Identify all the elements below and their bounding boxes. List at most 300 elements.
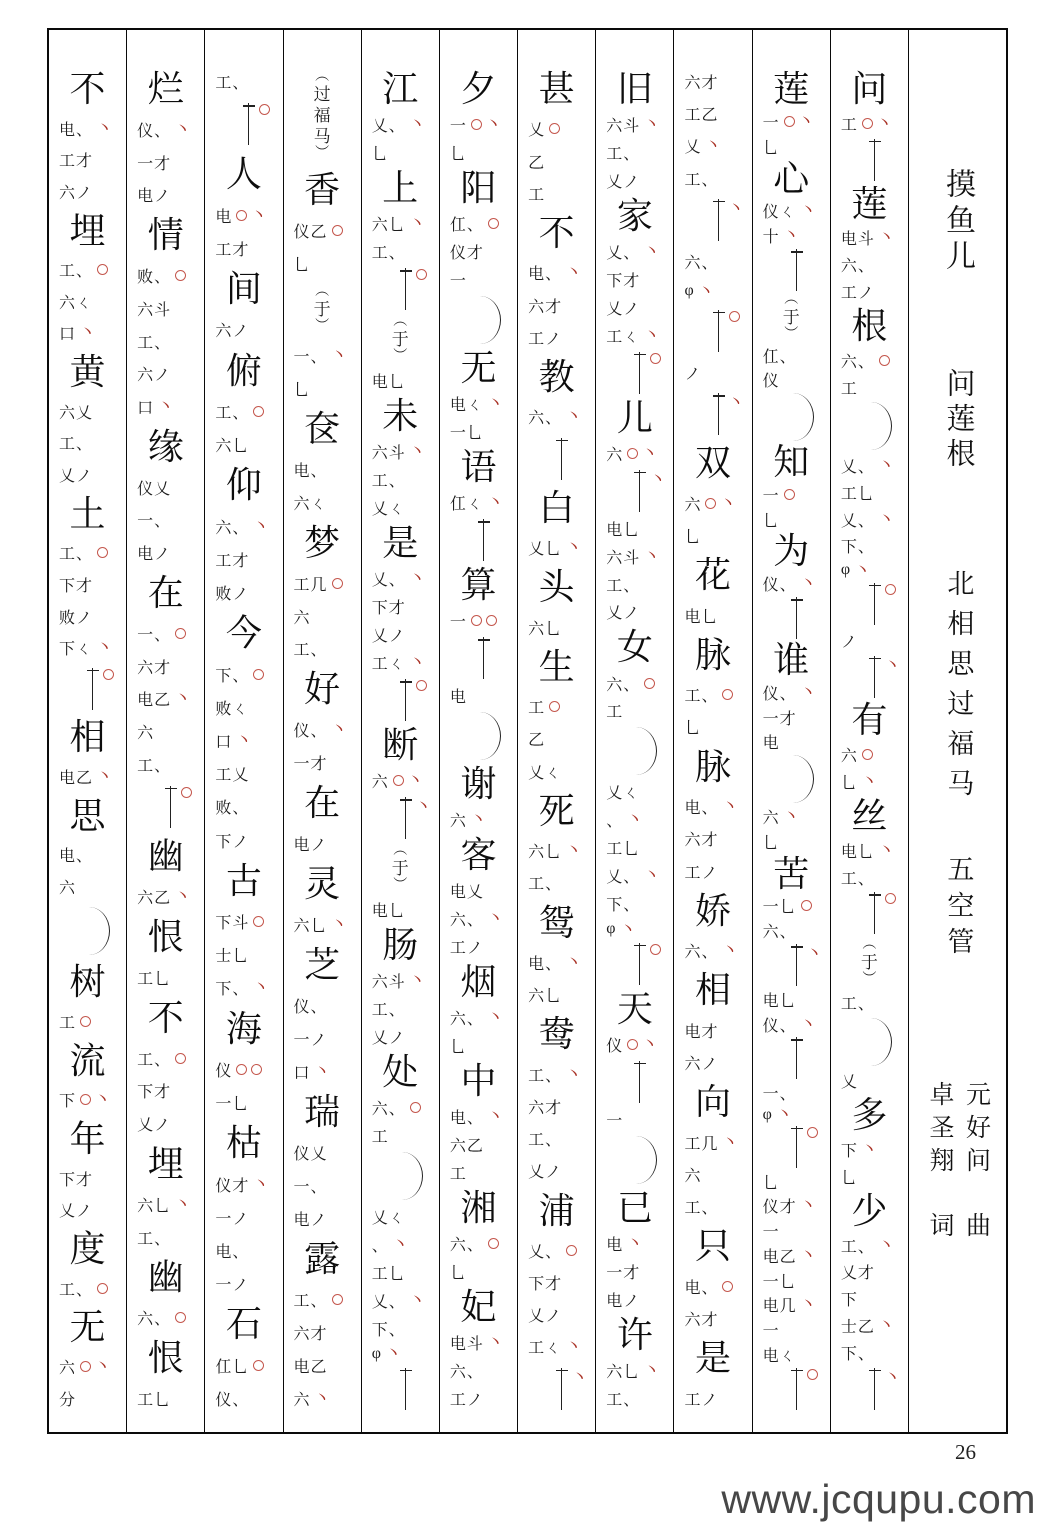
notation-group bbox=[518, 727, 595, 750]
liao-tick-mark: 丶 bbox=[860, 772, 878, 792]
stem-marks bbox=[881, 584, 896, 595]
notation-symbols: 一、 bbox=[137, 626, 172, 644]
lyric-char: 是 bbox=[695, 1338, 732, 1379]
notation-symbols: 六 bbox=[293, 1391, 311, 1409]
notation-group bbox=[205, 663, 282, 686]
liao-tick-mark: 丶 bbox=[626, 810, 644, 830]
notation-symbols: 电乙 bbox=[762, 1248, 797, 1266]
stem-marks bbox=[881, 893, 896, 904]
notation-symbols: 六、 bbox=[137, 1311, 172, 1329]
notation-symbols: 电乚 bbox=[606, 521, 641, 539]
liao-tick-mark: 丶 bbox=[877, 840, 895, 860]
notation-symbols: 工 bbox=[58, 1014, 76, 1032]
notation-group bbox=[596, 545, 673, 568]
notation-symbols: 乂ㄑ bbox=[528, 764, 563, 782]
notation-symbols: 工 bbox=[606, 704, 624, 722]
notation-group bbox=[440, 212, 517, 235]
notation-symbols: 六 bbox=[58, 880, 76, 897]
notation-symbols: 乂、 bbox=[606, 869, 641, 887]
notation-symbols: 工、 bbox=[58, 546, 93, 564]
notation-symbols: 电ㄑ bbox=[762, 1347, 797, 1365]
notation-group bbox=[596, 808, 673, 831]
notation-group bbox=[49, 290, 126, 313]
notation-group bbox=[49, 765, 126, 788]
score-column bbox=[753, 30, 831, 1432]
notation-symbols: 六、 bbox=[449, 1237, 484, 1255]
beat-circle-mark bbox=[253, 406, 264, 417]
notation-group bbox=[127, 508, 204, 531]
liao-tick-mark: 丶 bbox=[782, 806, 800, 826]
notation-symbols: 乂、 bbox=[371, 572, 406, 590]
liao-tick-mark: 丶 bbox=[619, 919, 637, 939]
notation-symbols: 下、 bbox=[215, 667, 250, 685]
notation-group bbox=[596, 1108, 673, 1131]
notation-group bbox=[518, 1239, 595, 1262]
credit-composer-column bbox=[926, 1081, 954, 1237]
notation-group bbox=[753, 681, 830, 704]
notation-group bbox=[49, 148, 126, 171]
notation-symbols: 乂 bbox=[528, 122, 546, 140]
liao-tick-mark: 丶 bbox=[408, 1291, 426, 1310]
lyric-char: 思 bbox=[69, 795, 106, 836]
notation-group bbox=[596, 1033, 673, 1056]
liao-tick-mark: 丶 bbox=[877, 1316, 895, 1335]
sustain-line bbox=[92, 668, 93, 710]
notation-symbols: 工ノ bbox=[528, 330, 563, 348]
notation-symbols: 工、 bbox=[606, 1391, 641, 1409]
notation-symbols: 工才 bbox=[58, 153, 93, 171]
notation-group bbox=[753, 1244, 830, 1267]
notation-group bbox=[440, 935, 517, 958]
notation-group bbox=[284, 637, 361, 660]
notation-group bbox=[518, 150, 595, 173]
notation-symbols: 工、 bbox=[528, 1132, 563, 1150]
notation-group bbox=[284, 1354, 361, 1377]
liao-tick-mark: 丶 bbox=[95, 767, 113, 787]
notation-group bbox=[753, 1013, 830, 1036]
lyric-char: 莲 bbox=[851, 183, 888, 224]
notation-group bbox=[205, 1354, 282, 1377]
notation-symbols: 工ノ bbox=[684, 864, 719, 882]
beat-circle-mark bbox=[410, 1102, 421, 1113]
notation-group bbox=[127, 1193, 204, 1216]
notation-group bbox=[831, 1287, 908, 1310]
notation-group bbox=[284, 1387, 361, 1410]
lyric-char: 不 bbox=[147, 997, 184, 1038]
notation-symbols: 六、 bbox=[762, 924, 797, 942]
notation-symbols: 六 bbox=[371, 774, 389, 792]
notation-symbols: 仪ㄑ bbox=[762, 204, 797, 222]
slur-arc bbox=[636, 727, 657, 775]
notation-symbols: 败、 bbox=[137, 269, 172, 287]
notation-symbols: 六乚 bbox=[606, 1363, 641, 1381]
sustain-line bbox=[639, 469, 667, 512]
notation-symbols: 分 bbox=[58, 1391, 76, 1409]
notation-symbols: 六 bbox=[606, 446, 624, 464]
lyric-char: 缘 bbox=[147, 426, 184, 467]
notation-symbols: 下、 bbox=[606, 897, 641, 915]
notation-group bbox=[49, 1088, 126, 1111]
lyric-char: 苦 bbox=[773, 853, 810, 894]
notation-group bbox=[440, 609, 517, 632]
notation-group bbox=[127, 1047, 204, 1070]
notation-symbols: 败ノ bbox=[215, 586, 250, 604]
notation-symbols: 六才 bbox=[684, 75, 719, 92]
notation-symbols: 工、 bbox=[840, 1238, 875, 1256]
notation-group bbox=[674, 860, 751, 883]
notation-symbols: 工才 bbox=[215, 241, 250, 259]
liao-tick-mark: 丶 bbox=[313, 1062, 331, 1082]
lyric-char: 已 bbox=[616, 1187, 653, 1228]
liao-tick-mark: 丶 bbox=[643, 866, 661, 886]
lyric-char: 脉 bbox=[695, 634, 732, 675]
notation-symbols: 六、 bbox=[840, 258, 875, 276]
notation-symbols: 、 bbox=[606, 813, 624, 831]
liao-tick-mark: 丶 bbox=[78, 323, 96, 343]
notation-symbols: 乚 bbox=[684, 720, 702, 738]
notation-group bbox=[518, 1335, 595, 1358]
beat-circle-mark bbox=[566, 1245, 577, 1256]
notation-symbols: 乚 bbox=[840, 1169, 858, 1187]
notation-symbols: 工、 bbox=[371, 1002, 406, 1020]
notation-group bbox=[596, 1260, 673, 1283]
lyric-char: 少 bbox=[851, 1190, 888, 1231]
notation-symbols: 仪乙 bbox=[293, 224, 328, 241]
notation-symbols: 乂ノ bbox=[58, 1203, 93, 1221]
notation-group bbox=[205, 1239, 282, 1262]
notation-symbols: 六、 bbox=[684, 944, 719, 962]
sustain-line bbox=[483, 637, 484, 679]
lyric-char: 俯 bbox=[225, 350, 262, 391]
liao-tick-mark: 丶 bbox=[641, 1034, 659, 1054]
notation-symbols: 电ノ bbox=[293, 837, 328, 855]
notation-group bbox=[440, 879, 517, 902]
liao-tick-mark: 丶 bbox=[860, 1140, 878, 1160]
lyric-char: 断 bbox=[382, 725, 419, 766]
notation-symbols: 电乂 bbox=[449, 884, 484, 902]
close-paren: ︶ bbox=[315, 146, 330, 161]
notation-group bbox=[440, 240, 517, 263]
credit-lyricist-column bbox=[962, 1081, 990, 1237]
sustain-line bbox=[874, 1367, 901, 1410]
liao-tick-mark: 丶 bbox=[408, 442, 426, 462]
notation-symbols: 电 bbox=[762, 735, 780, 753]
notation-group bbox=[205, 1387, 282, 1410]
lyric-char: 问 bbox=[851, 69, 888, 109]
notation-symbols: 工、 bbox=[840, 995, 875, 1013]
beat-circle-mark bbox=[807, 1369, 818, 1380]
beat-circle-mark bbox=[885, 584, 896, 595]
liao-tick-mark: 丶 bbox=[727, 393, 745, 413]
liao-tick-mark: 丶 bbox=[384, 1344, 402, 1364]
lyric-char: 在 bbox=[147, 572, 184, 613]
notation-group bbox=[440, 491, 517, 514]
notation-symbols: 六才 bbox=[684, 832, 719, 850]
score-column bbox=[362, 30, 440, 1432]
notation-symbols: 工、 bbox=[293, 642, 328, 660]
notation-group bbox=[674, 683, 751, 706]
notation-symbols: 仪、 bbox=[137, 122, 172, 140]
stem-marks bbox=[725, 394, 745, 411]
notation-symbols: 一、 bbox=[762, 1086, 797, 1104]
slur-arc bbox=[636, 1136, 657, 1184]
liao-tick-mark: 丶 bbox=[721, 941, 739, 961]
notation-group bbox=[518, 261, 595, 284]
beat-circle-mark bbox=[236, 210, 247, 221]
notation-symbols: 六乚 bbox=[137, 1197, 172, 1215]
notation-symbols: 工乚 bbox=[606, 841, 641, 859]
notation-symbols: 下才 bbox=[528, 1276, 563, 1294]
liao-tick-mark: 丶 bbox=[484, 115, 502, 135]
notation-symbols: 下才 bbox=[606, 272, 641, 290]
liao-tick-mark: 丶 bbox=[252, 516, 270, 536]
notation-symbols: 工乙 bbox=[684, 107, 719, 125]
notation-group bbox=[362, 1233, 439, 1256]
close-paren: ︶ bbox=[393, 349, 408, 365]
notation-symbols: 电、 bbox=[528, 266, 563, 284]
annotation-char: 马 bbox=[313, 127, 331, 146]
close-paren: ︶ bbox=[784, 326, 799, 342]
notation-symbols: 电、 bbox=[293, 462, 328, 480]
beat-circle-mark bbox=[103, 669, 114, 680]
notation-symbols: 乂ノ bbox=[606, 173, 641, 191]
notation-group bbox=[49, 463, 126, 486]
liao-tick-mark: 丶 bbox=[782, 226, 800, 246]
credits bbox=[926, 1081, 990, 1237]
lyric-char: 知 bbox=[773, 441, 810, 482]
watermark: www.jcqupu.com bbox=[721, 1476, 1036, 1522]
notation-group bbox=[49, 605, 126, 628]
liao-tick-mark: 丶 bbox=[486, 1107, 504, 1127]
liao-tick-mark: 丶 bbox=[719, 493, 737, 513]
notation-group bbox=[440, 1387, 517, 1410]
notation-group bbox=[205, 696, 282, 719]
lyric-char: 恨 bbox=[147, 917, 184, 958]
notation-symbols: 工 bbox=[840, 380, 858, 398]
beat-circle-mark bbox=[332, 225, 343, 236]
beat-circle-mark bbox=[488, 1238, 499, 1249]
lyric-char: 是 bbox=[382, 523, 419, 564]
liao-tick-mark: 丶 bbox=[95, 118, 113, 138]
liao-tick-mark: 丶 bbox=[721, 1132, 739, 1152]
slur-arc bbox=[480, 296, 501, 344]
notation-symbols: 电 bbox=[606, 1236, 624, 1254]
lyric-char: 肠 bbox=[382, 925, 419, 966]
piece-subtitle: 问莲根 bbox=[942, 368, 975, 473]
open-paren: ︵ bbox=[862, 937, 877, 953]
notation-group bbox=[440, 1105, 517, 1128]
notation-symbols: 、 bbox=[371, 1238, 389, 1256]
stem-marks bbox=[725, 311, 740, 322]
annotation-char: 于 bbox=[391, 859, 409, 879]
lyric-char: 丝 bbox=[851, 795, 888, 836]
notation-group bbox=[205, 237, 282, 260]
beat-circle-mark bbox=[251, 1064, 262, 1075]
liao-tick-mark: 丶 bbox=[414, 797, 432, 817]
liao-tick-mark: 丶 bbox=[565, 1064, 583, 1084]
notation-symbols: 乂ノ bbox=[371, 628, 406, 646]
stem-marks bbox=[803, 945, 823, 962]
notation-group bbox=[596, 780, 673, 803]
notation-symbols: 下才 bbox=[371, 600, 406, 618]
notation-symbols: 乚 bbox=[840, 775, 858, 793]
stem-marks bbox=[412, 798, 432, 815]
beat-circle-mark bbox=[175, 1312, 186, 1323]
notation-group bbox=[362, 997, 439, 1020]
notation-group bbox=[674, 282, 751, 300]
notation-symbols: 电ㄑ bbox=[449, 397, 484, 415]
notation-symbols: 乂 bbox=[684, 139, 702, 157]
sustain-line bbox=[405, 1368, 406, 1410]
open-paren: ︵ bbox=[393, 314, 408, 330]
notation-group bbox=[753, 1170, 830, 1193]
lyric-char: 流 bbox=[69, 1040, 106, 1081]
notation-group bbox=[362, 1345, 439, 1363]
lyric-char: 幽 bbox=[147, 1257, 184, 1298]
notation-symbols: 六斗 bbox=[371, 974, 406, 992]
notation-symbols: 乚 bbox=[293, 256, 311, 274]
beat-circle-mark bbox=[259, 104, 270, 115]
beat-circle-mark bbox=[650, 944, 661, 955]
lyric-char: 有 bbox=[851, 700, 888, 741]
beat-circle-mark bbox=[722, 1281, 733, 1292]
credit-composer-label: 词 bbox=[926, 1212, 953, 1237]
beat-circle-mark bbox=[253, 669, 264, 680]
notation-symbols: 工、 bbox=[215, 75, 250, 92]
notation-symbols: 士乚 bbox=[215, 948, 250, 966]
notation-symbols: 十 bbox=[762, 229, 780, 247]
notation-group bbox=[362, 141, 439, 164]
notation-symbols: 乂乚 bbox=[528, 541, 563, 559]
notation-symbols: 乂ノ bbox=[528, 1164, 563, 1182]
notation-symbols: 工ノ bbox=[449, 1391, 484, 1409]
notation-symbols: 六、 bbox=[684, 255, 719, 273]
liao-tick-mark: 丶 bbox=[408, 971, 426, 991]
notation-symbols: 工、 bbox=[371, 473, 406, 491]
score-frame bbox=[47, 28, 1008, 1434]
notation-symbols: 乚 bbox=[449, 146, 467, 164]
notation-symbols: 乂ㄑ bbox=[371, 501, 406, 519]
notation-group bbox=[518, 117, 595, 140]
notation-symbols: 六斗 bbox=[137, 301, 172, 319]
notation-group bbox=[284, 994, 361, 1017]
notation-group bbox=[753, 730, 830, 753]
notation-group bbox=[753, 919, 830, 942]
annotation-char: 福 bbox=[313, 106, 331, 125]
notation-group bbox=[362, 212, 439, 235]
notation-group bbox=[205, 318, 282, 341]
notation-symbols: 工、 bbox=[528, 1067, 563, 1085]
sustain-line bbox=[639, 943, 640, 985]
notation-group bbox=[127, 1387, 204, 1410]
notation-symbols: 乚 bbox=[684, 528, 702, 546]
notation-group bbox=[753, 344, 830, 367]
lyric-char: 多 bbox=[851, 1095, 888, 1136]
liao-tick-mark: 丶 bbox=[799, 1295, 817, 1315]
notation-symbols: 六斗 bbox=[606, 549, 641, 567]
notation-symbols: 工、 bbox=[58, 436, 93, 454]
notation-group bbox=[674, 167, 751, 190]
sustain-line bbox=[561, 1367, 589, 1410]
notation-group bbox=[205, 1272, 282, 1295]
notation-symbols: 六、 bbox=[215, 519, 250, 537]
notation-group bbox=[49, 843, 126, 866]
notation-group bbox=[49, 400, 126, 423]
notation-group bbox=[753, 135, 830, 158]
notation-symbols: 六乚 bbox=[528, 844, 563, 862]
notation-symbols: 六ノ bbox=[137, 367, 172, 385]
notation-symbols: 工、 bbox=[137, 334, 172, 352]
liao-tick-mark: 丶 bbox=[877, 456, 895, 476]
notation-symbols: 一、 bbox=[293, 348, 328, 366]
notation-group bbox=[440, 420, 517, 443]
score-column bbox=[284, 30, 362, 1432]
sustain-line bbox=[874, 139, 875, 181]
notation-group bbox=[674, 524, 751, 547]
stem-marks bbox=[803, 1127, 818, 1138]
notation-symbols: 败、 bbox=[215, 800, 250, 818]
notation-group bbox=[753, 572, 830, 595]
sustain-line bbox=[483, 519, 484, 561]
lyric-char: 生 bbox=[538, 646, 575, 687]
notation-group bbox=[831, 1314, 908, 1337]
notation-group bbox=[284, 344, 361, 367]
notation-group bbox=[674, 1195, 751, 1218]
notation-group bbox=[753, 1269, 830, 1292]
beat-circle-mark bbox=[879, 355, 890, 366]
notation-symbols: 仪乂 bbox=[137, 480, 172, 498]
notation-group bbox=[362, 1289, 439, 1312]
liao-tick-mark: 丶 bbox=[157, 397, 175, 417]
notation-group bbox=[753, 1293, 830, 1316]
notation-group bbox=[831, 561, 908, 579]
notation-symbols: 电乙 bbox=[293, 1358, 328, 1376]
slur-arc bbox=[871, 402, 892, 450]
notation-group bbox=[753, 1194, 830, 1217]
sustain-line bbox=[796, 1037, 797, 1079]
lyric-char: 许 bbox=[616, 1314, 653, 1355]
lyric-char: 古 bbox=[225, 860, 262, 901]
beat-circle-mark bbox=[486, 615, 497, 626]
notation-symbols: 仪、 bbox=[762, 685, 797, 703]
score-column bbox=[127, 30, 205, 1432]
notation-symbols: 仪、 bbox=[215, 1391, 250, 1409]
open-paren: ︵ bbox=[315, 283, 330, 299]
sustain-line bbox=[874, 655, 901, 698]
notation-symbols: 工ㄑ bbox=[528, 1340, 563, 1358]
liao-tick-mark: 丶 bbox=[250, 205, 268, 225]
notation-group bbox=[831, 1165, 908, 1188]
liao-tick-mark: 丶 bbox=[174, 689, 192, 709]
notation-symbols: 工、 bbox=[606, 577, 641, 595]
beat-circle-mark bbox=[801, 900, 812, 911]
notation-group bbox=[518, 695, 595, 718]
score-column bbox=[674, 30, 752, 1432]
notation-group bbox=[440, 684, 517, 707]
notation-group bbox=[362, 369, 439, 392]
notation-group bbox=[831, 253, 908, 276]
sustain-line bbox=[874, 892, 875, 934]
notation-symbols: 一 bbox=[762, 1323, 780, 1341]
notation-symbols: 六、 bbox=[449, 1011, 484, 1029]
notation-group bbox=[831, 991, 908, 1014]
notation-symbols: 一才 bbox=[137, 155, 172, 173]
notation-group bbox=[284, 458, 361, 481]
liao-tick-mark: 丶 bbox=[408, 214, 426, 234]
notation-group bbox=[674, 1307, 751, 1330]
beat-circle-mark bbox=[181, 787, 192, 798]
notation-symbols: 工 bbox=[528, 186, 546, 204]
